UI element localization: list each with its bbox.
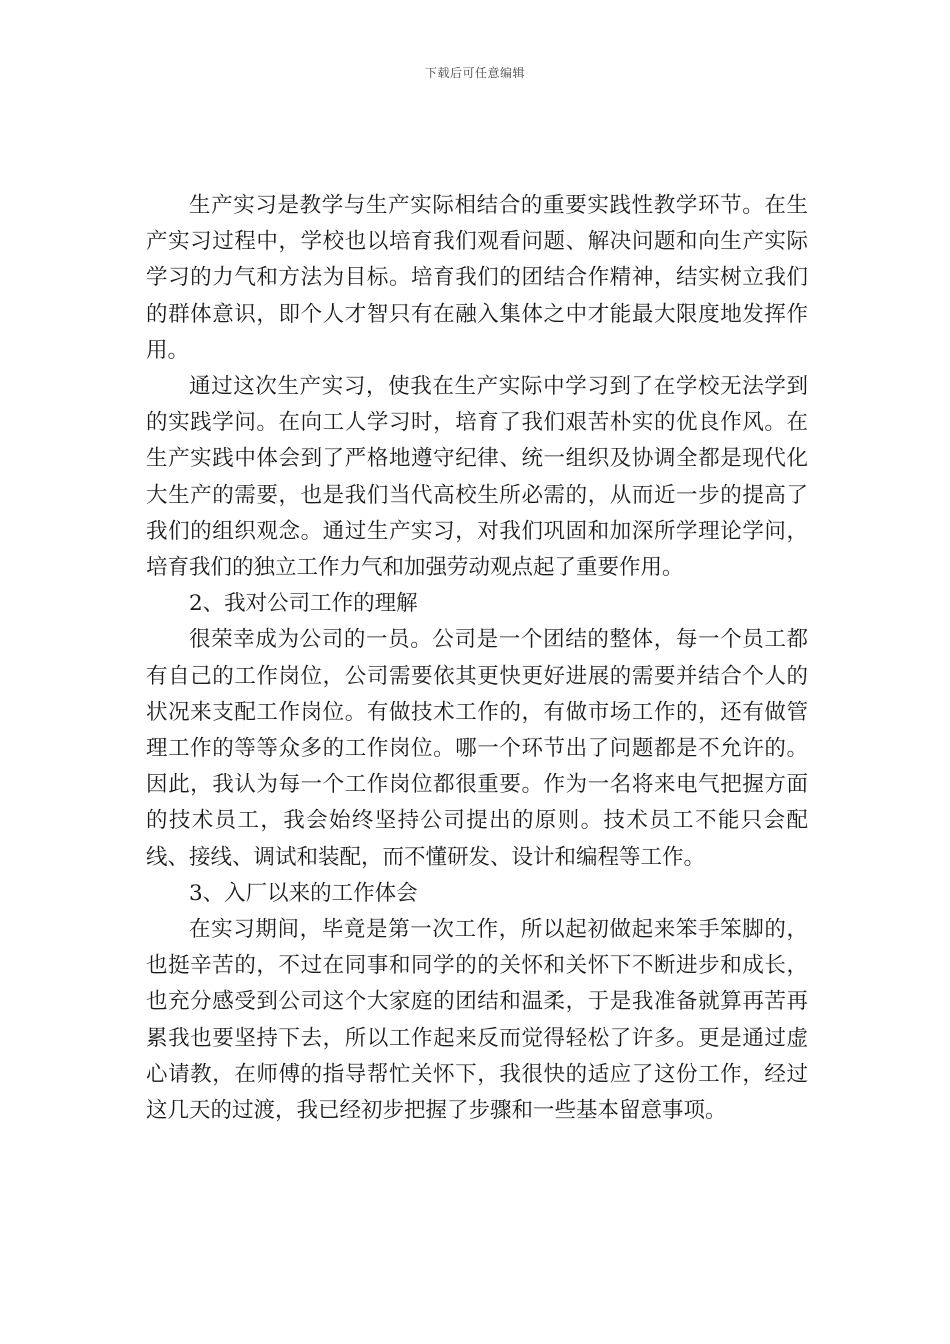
section-heading-company-understanding: 2、我对公司工作的理解 <box>189 591 418 617</box>
paragraph-work-experience: 在实习期间，毕竟是第一次工作，所以起初做起来笨手笨脚的，也挺辛苦的，不过在同事和同学的的关怀和关怀下不断进步和成长，也充分感受到公司这个大家庭的团结和温柔，于是我准备就算再苦再累我也要坚持下去，所以工作起来反而觉得轻松了许多。更是通过虚心请教，在师傅的指导帮忙关怀下，我很快的适应了这份工作，经过这几天的过渡，我已经初步把握了步骤和一些基本留意事项。 <box>146 917 808 1124</box>
document-body <box>146 188 808 1129</box>
paragraph-internship-gains: 通过这次生产实习，使我在生产实际中学习到了在学校无法学到的实践学问。在向工人学习时，培育了我们艰苦朴实的优良作风。在生产实践中体会到了严格地遵守纪律、统一组织及协调全都是现代化大生产的需要，也是我们当代高校生所必需的，从而近一步的提高了我们的组织观念。通过生产实习，对我们巩固和加深所学理论学问，培育我们的独立工作力气和加强劳动观点起了重要作用。 <box>146 374 808 581</box>
paragraph-internship-intro: 生产实习是教学与生产实际相结合的重要实践性教学环节。在生产实习过程中，学校也以培育我们观看问题、解决问题和向生产实际学习的力气和方法为目标。培育我们的团结合作精神，结实树立我们的群体意识，即个人才智只有在融入集体之中才能最大限度地发挥作用。 <box>146 193 808 363</box>
section-heading-work-experience: 3、入厂以来的工作体会 <box>189 880 418 906</box>
page-header: 下载后可任意编辑 <box>424 66 525 80</box>
paragraph-company-understanding: 很荣幸成为公司的一员。公司是一个团结的整体，每一个员工都有自己的工作岗位，公司需要依其更快更好进展的需要并结合个人的状况来支配工作岗位。有做技术工作的，有做市场工作的，还有做管理工作的等等众多的工作岗位。哪一个环节出了问题都是不允许的。因此，我认为每一个工作岗位都很重要。作为一名将来电气把握方面的技术员工，我会始终坚持公司提出的原则。技术员工不能只会配线、接线、调试和装配，而不懂研发、设计和编程等工作。 <box>146 627 808 870</box>
